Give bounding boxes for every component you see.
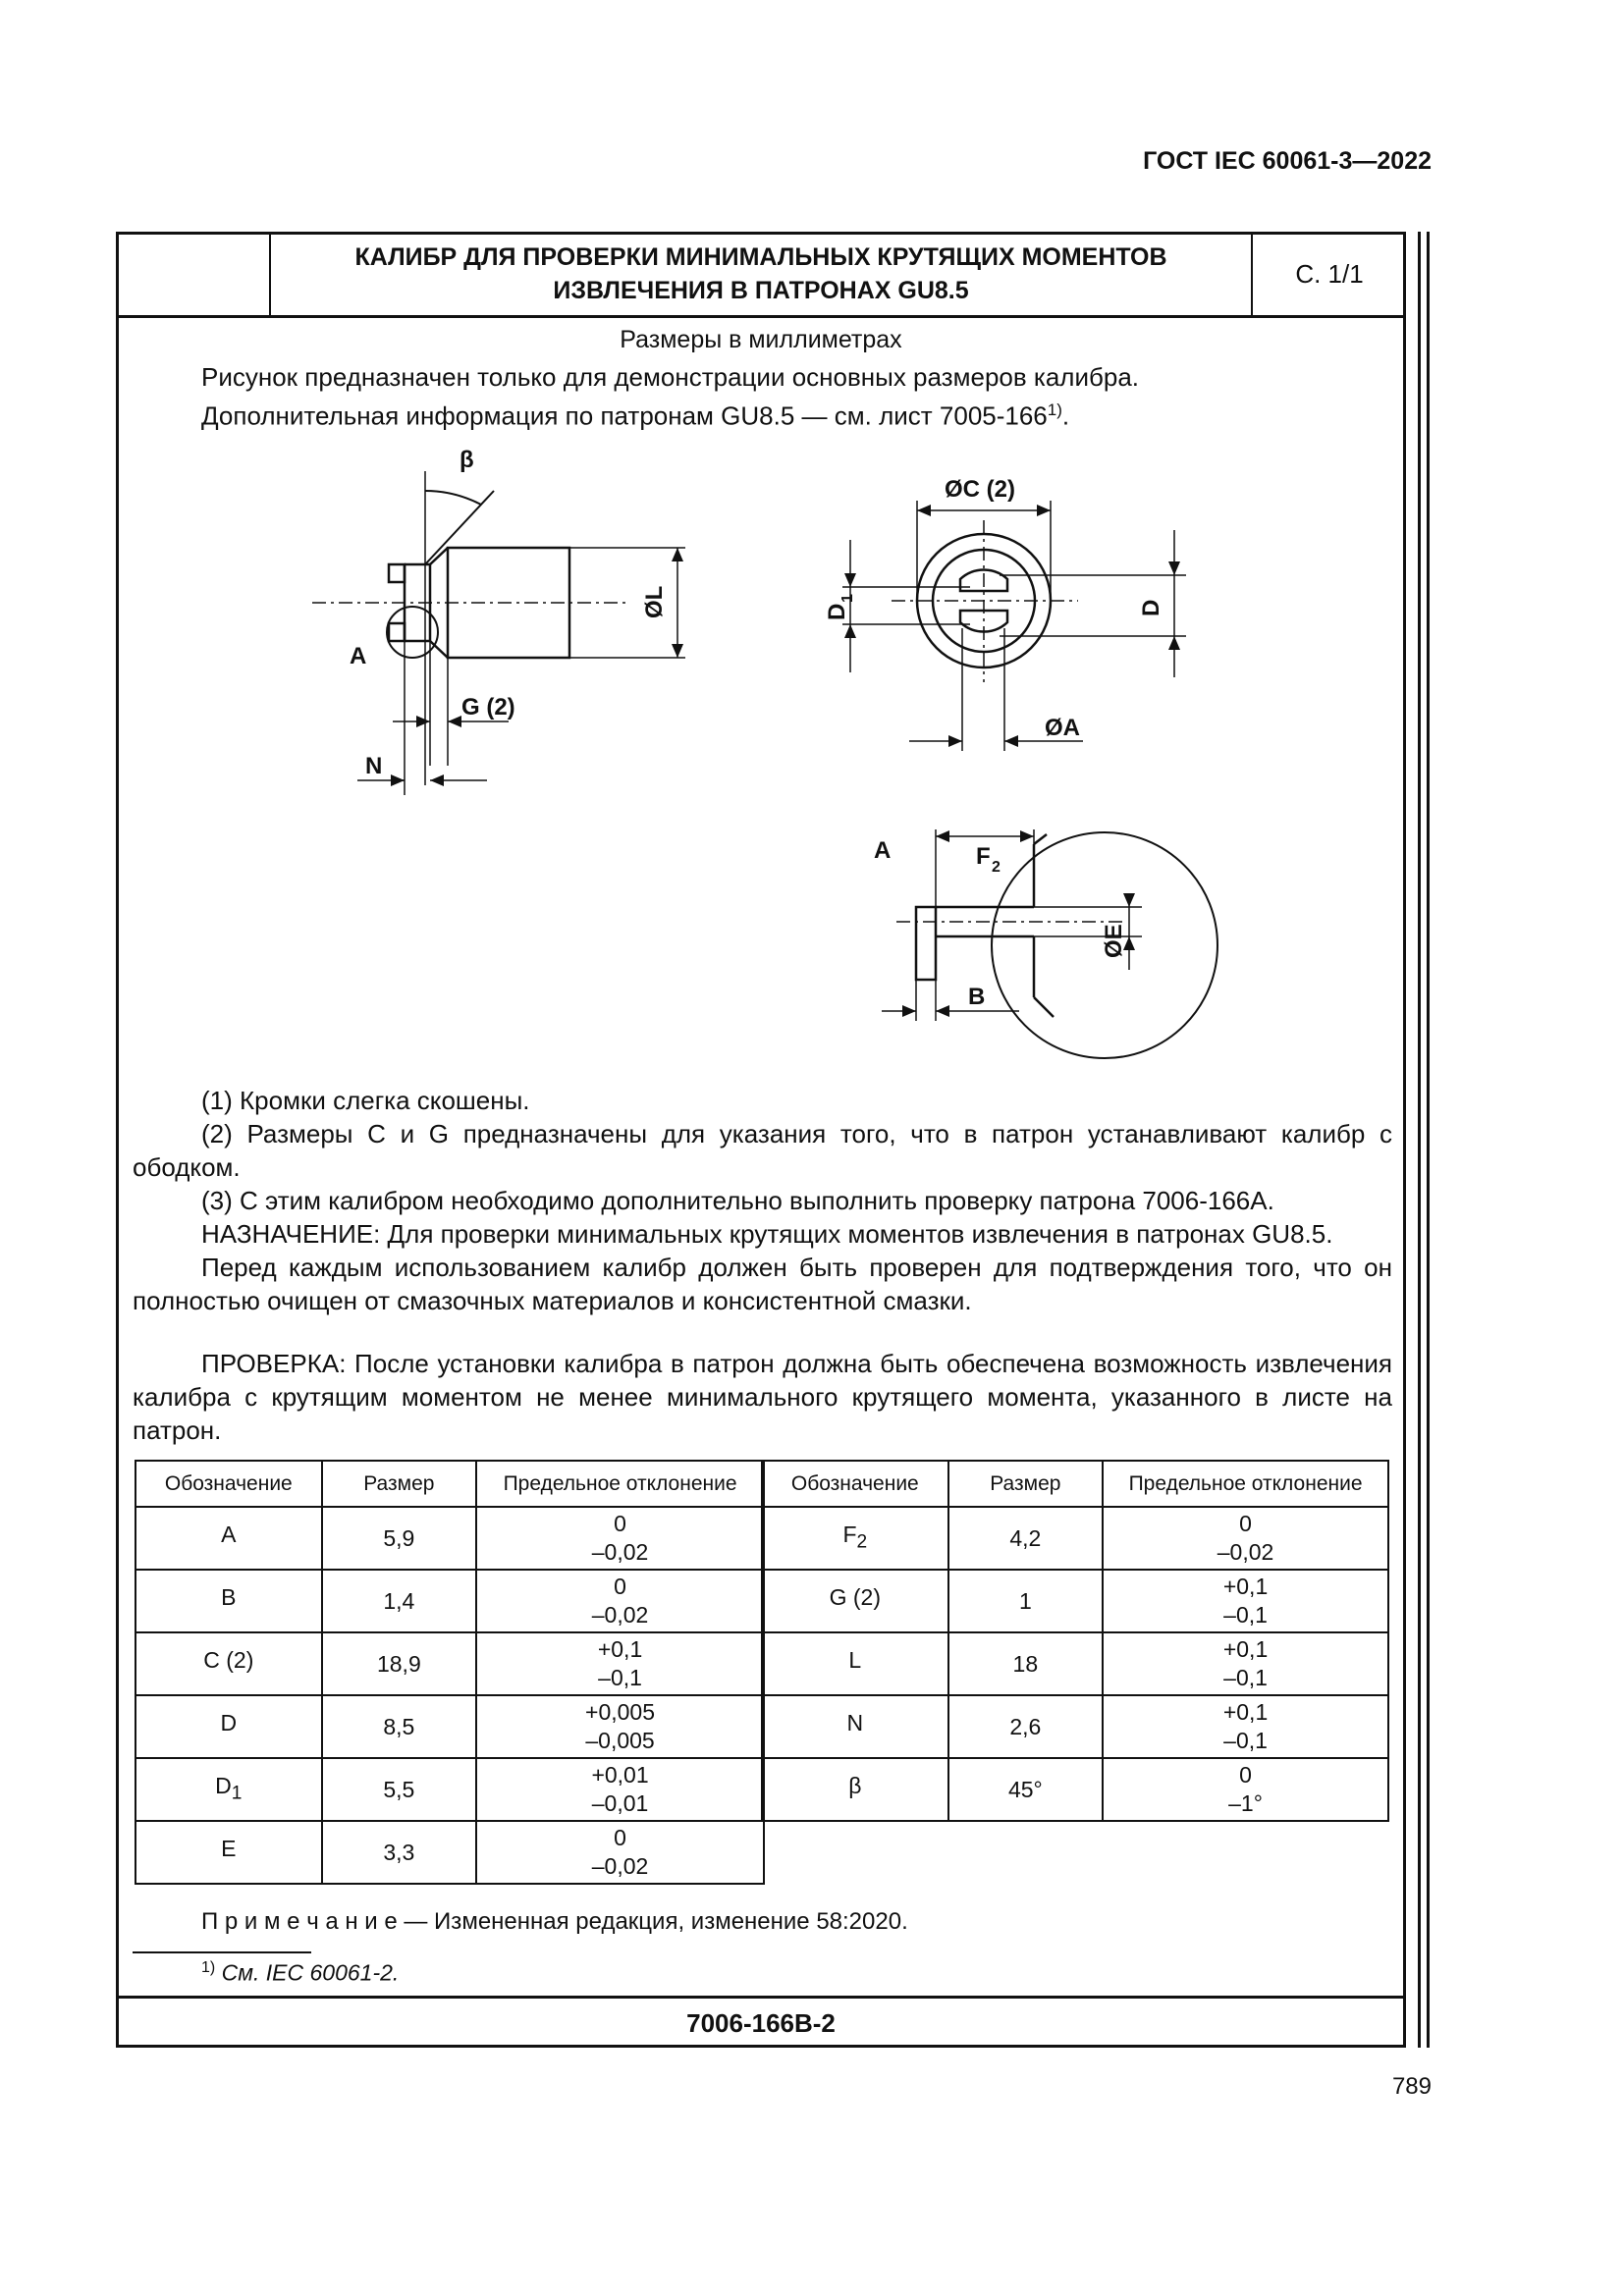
note-item: Перед каждым использованием калибр должен быть проверен для подтверждения того, что он полностью очищен от смазочных материалов и консистентной смазки. — [133, 1253, 1392, 1315]
table-row — [135, 1821, 764, 1884]
amendment-note: П р и м е ч а н и е — Измененная редакция, изменение 58:2020. — [201, 1908, 908, 1935]
tolerance-cell: 0 –0,02 — [1103, 1507, 1388, 1570]
symbol-cell: C (2) — [135, 1632, 322, 1695]
column-header: Предельное отклонение — [476, 1461, 764, 1507]
sheet-title-line: КАЛИБР ДЛЯ ПРОВЕРКИ МИНИМАЛЬНЫХ КРУТЯЩИХ МОМЕНТОВ — [354, 243, 1167, 271]
label-beta: β — [460, 447, 474, 473]
binding-edge-line — [1427, 232, 1430, 2048]
svg-text:F: F — [976, 843, 991, 870]
label-d1 — [824, 594, 856, 620]
symbol-cell: $D_1$ — [135, 1758, 322, 1821]
column-header: Обозначение — [135, 1461, 322, 1507]
table-row — [135, 1507, 764, 1570]
label-b: B — [968, 984, 986, 1010]
label-diameter-c2: ØC (2) — [945, 476, 1015, 503]
size-cell: 3,3 — [322, 1821, 476, 1884]
symbol-cell: A — [135, 1507, 322, 1570]
size-cell: 1,4 — [322, 1570, 476, 1632]
label-detail-a: A — [874, 837, 892, 864]
standard-designation: ГОСТ IEC 60061-3—2022 — [1143, 147, 1432, 175]
sheet-code: 7006-166B-2 — [686, 2007, 836, 2038]
note-item: (1) Кромки слегка скошены. — [201, 1086, 530, 1115]
label-n: N — [365, 753, 383, 779]
sheet-title — [271, 232, 1253, 316]
table-row — [135, 1758, 764, 1821]
symbol-cell: L — [762, 1632, 948, 1695]
symbol-cell: β — [762, 1758, 948, 1821]
symbol-cell: N — [762, 1695, 948, 1758]
tolerance-cell: 0 –0,02 — [476, 1570, 764, 1632]
column-header: Обозначение — [762, 1461, 948, 1507]
column-header: Предельное отклонение — [1103, 1461, 1388, 1507]
tolerance-cell: +0,01 –0,01 — [476, 1758, 764, 1821]
footnote-rule — [133, 1951, 311, 1953]
label-f2 — [976, 843, 1001, 876]
size-cell: 18,9 — [322, 1632, 476, 1695]
intro-text — [201, 360, 1360, 433]
intro-line: Рисунок предназначен только для демонстрации основных размеров калибра. — [201, 362, 1140, 392]
table-row — [135, 1632, 764, 1695]
note-item: НАЗНАЧЕНИЕ: Для проверки минимальных крутящих моментов извлечения в патронах GU8.5. — [201, 1219, 1333, 1249]
intro-line: Дополнительная информация по патронам GU8.5 — см. лист 7005-166$^{1)}$. — [201, 400, 1070, 431]
size-cell: 18 — [948, 1632, 1103, 1695]
symbol-cell: D — [135, 1695, 322, 1758]
table-row — [762, 1758, 1388, 1821]
size-cell: 5,5 — [322, 1758, 476, 1821]
table-header-row — [135, 1461, 764, 1507]
label-d: D — [1138, 599, 1164, 616]
label-g2: G (2) — [461, 694, 515, 721]
size-cell: 2,6 — [948, 1695, 1103, 1758]
notes-block — [133, 1084, 1392, 1317]
table-row — [762, 1570, 1388, 1632]
header-divider — [116, 315, 1406, 318]
size-cell: 4,2 — [948, 1507, 1103, 1570]
gauge-drawing — [116, 432, 1406, 1060]
column-header: Размер — [948, 1461, 1103, 1507]
detail-a-view — [882, 829, 1217, 1058]
table-row — [762, 1507, 1388, 1570]
size-cell: 8,5 — [322, 1695, 476, 1758]
dimensions-note: Размеры в миллиметрах — [620, 326, 902, 353]
front-view — [842, 501, 1186, 751]
tolerance-cell: +0,1 –0,1 — [1103, 1632, 1388, 1695]
footnote: $^{1)}$ См. IEC 60061-2. — [201, 1959, 400, 1986]
check-text: ПРОВЕРКА: После установки калибра в патрон должна быть обеспечена возможность извлечения калибра с крутящим моментом не менее минимального крутящего момента, указанного в листе на патрон. — [133, 1349, 1392, 1445]
size-cell: 1 — [948, 1570, 1103, 1632]
table-row — [135, 1570, 764, 1632]
tolerance-cell: +0,005 –0,005 — [476, 1695, 764, 1758]
table-row — [762, 1695, 1388, 1758]
sheet-page-indicator: С. 1/1 — [1295, 258, 1364, 289]
svg-text:2: 2 — [992, 859, 1001, 876]
svg-text:D: D — [824, 603, 850, 620]
note-item: (2) Размеры C и G предназначены для указания того, что в патрон устанавливают калибр с ободком. — [133, 1119, 1392, 1182]
column-header: Размер — [322, 1461, 476, 1507]
tolerance-cell: +0,1 –0,1 — [1103, 1695, 1388, 1758]
side-view — [312, 471, 685, 795]
footnote-ref: 1) — [1047, 400, 1062, 419]
page-number: 789 — [1391, 2073, 1432, 2100]
dimensions-table-right — [761, 1460, 1389, 1822]
label-detail-a-marker: A — [350, 643, 367, 669]
tolerance-cell: +0,1 –0,1 — [476, 1632, 764, 1695]
size-cell: 45° — [948, 1758, 1103, 1821]
dimensions-table-left — [135, 1460, 765, 1885]
size-cell: 5,9 — [322, 1507, 476, 1570]
note-item: (3) С этим калибром необходимо дополнительно выполнить проверку патрона 7006-166A. — [201, 1186, 1274, 1215]
symbol-cell: E — [135, 1821, 322, 1884]
label-diameter-e: ØE — [1101, 924, 1127, 958]
binding-edge-line — [1418, 232, 1421, 2048]
tolerance-cell: 0 –0,02 — [476, 1821, 764, 1884]
symbol-cell: $F_2$ — [762, 1507, 948, 1570]
check-block — [133, 1347, 1392, 1447]
sheet-title-line: ИЗВЛЕЧЕНИЯ В ПАТРОНАХ GU8.5 — [553, 277, 969, 304]
label-diameter-a: ØA — [1045, 715, 1080, 741]
tolerance-cell: 0 –0,02 — [476, 1507, 764, 1570]
tolerance-cell: 0 –1° — [1103, 1758, 1388, 1821]
label-diameter-l: ØL — [641, 585, 668, 618]
header-blank-cell — [116, 232, 271, 316]
tolerance-cell: +0,1 –0,1 — [1103, 1570, 1388, 1632]
table-row — [762, 1632, 1388, 1695]
symbol-cell: B — [135, 1570, 322, 1632]
table-row — [135, 1695, 764, 1758]
svg-text:1: 1 — [839, 594, 856, 603]
table-header-row — [762, 1461, 1388, 1507]
symbol-cell: G (2) — [762, 1570, 948, 1632]
